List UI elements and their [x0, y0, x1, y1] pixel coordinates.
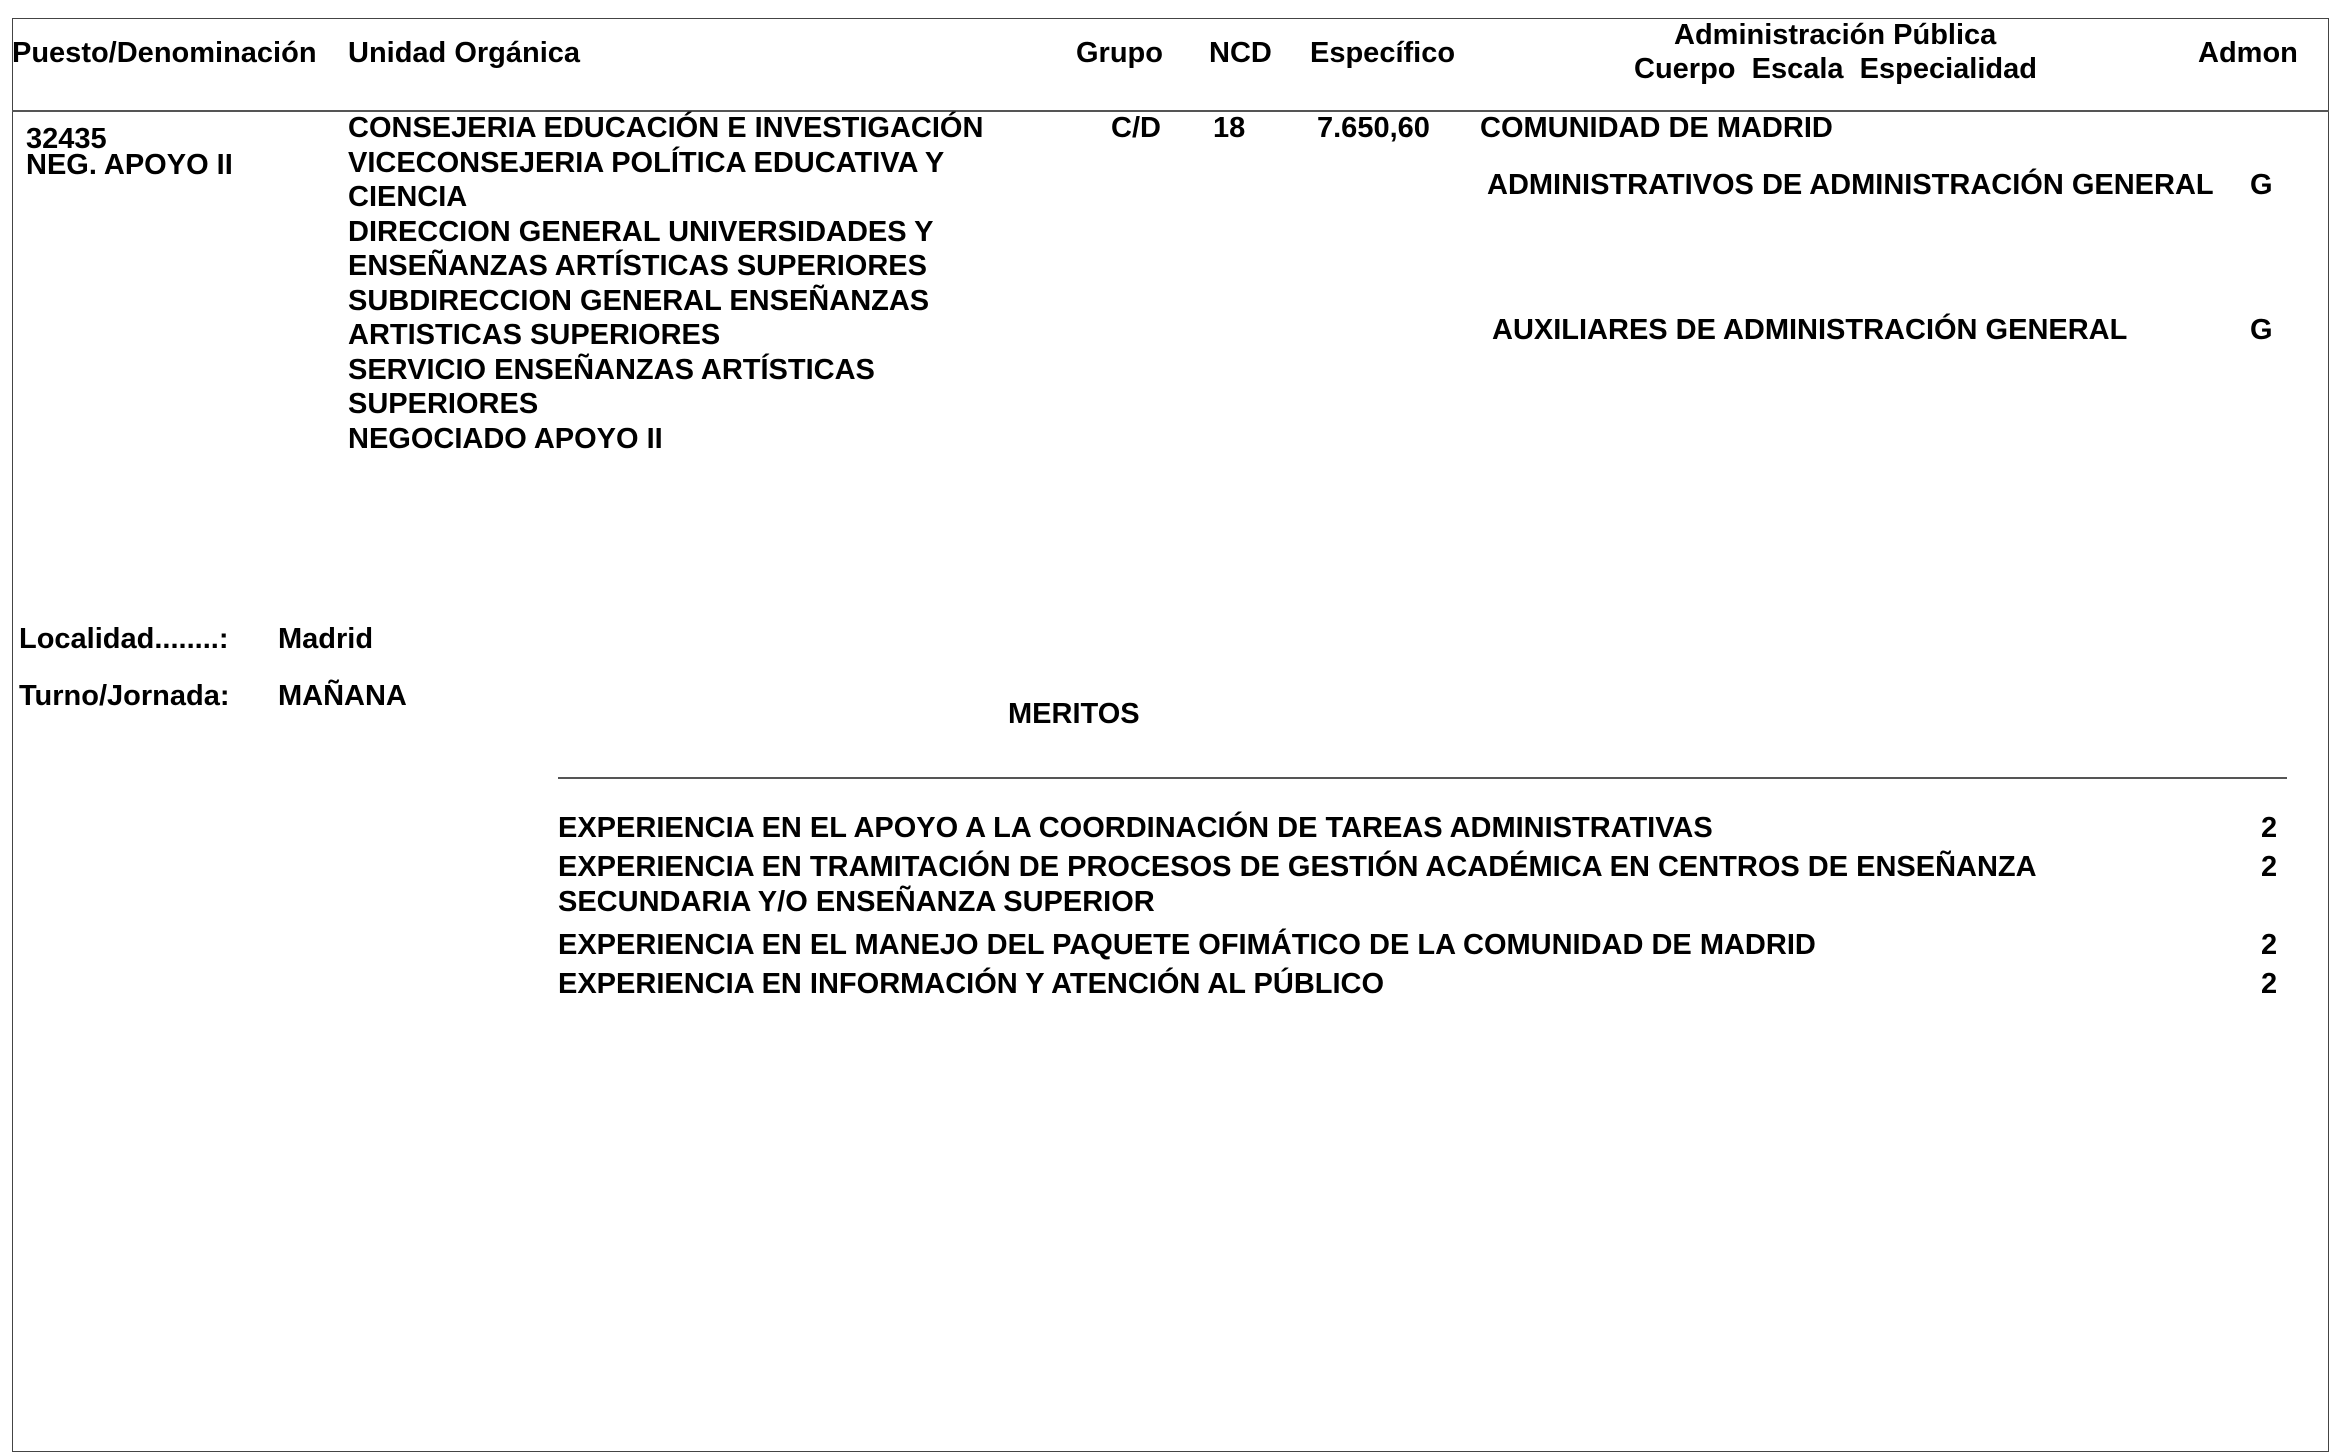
merito-score: 2 — [2261, 968, 2278, 1000]
unidad-line: SERVICIO ENSEÑANZAS ARTÍSTICAS — [348, 353, 875, 386]
merito-text: SECUNDARIA Y/O ENSEÑANZA SUPERIOR — [558, 886, 1155, 918]
unidad-line: ARTISTICAS SUPERIORES — [348, 319, 721, 351]
header-grupo: Grupo — [1076, 37, 1163, 69]
unidad-line: SUPERIORES — [348, 388, 539, 420]
unidad-line: CIENCIA — [348, 181, 468, 213]
meritos-title: MERITOS — [1008, 698, 1140, 730]
header-unidad: Unidad Orgánica — [348, 37, 581, 69]
merito-text: EXPERIENCIA EN TRAMITACIÓN DE PROCESOS DE GESTIÓN ACADÉMICA EN CENTROS DE ENSEÑANZA — [558, 851, 2037, 883]
cuerpo-admon: G — [2250, 169, 2273, 201]
header-ncd: NCD — [1209, 37, 1272, 69]
especifico-value: 7.650,60 — [1317, 112, 1430, 144]
merito-text: EXPERIENCIA EN EL APOYO A LA COORDINACIÓN DE TAREAS ADMINISTRATIVAS — [558, 812, 1713, 844]
header-especifico: Específico — [1310, 37, 1456, 69]
administracion-value: COMUNIDAD DE MADRID — [1480, 112, 1833, 144]
unidad-line: VICECONSEJERIA POLÍTICA EDUCATIVA Y — [348, 146, 945, 179]
unidad-line: DIRECCION GENERAL UNIVERSIDADES Y — [348, 215, 934, 248]
merito-score: 2 — [2261, 929, 2278, 961]
ncd-value: 18 — [1213, 112, 1246, 144]
header-admin-publica: Administración Pública — [1674, 19, 1997, 51]
merito-score: 2 — [2261, 851, 2278, 883]
merito-text: EXPERIENCIA EN INFORMACIÓN Y ATENCIÓN AL PÚBLICO — [558, 968, 1385, 1000]
unidad-line: CONSEJERIA EDUCACIÓN E INVESTIGACIÓN — [348, 112, 984, 144]
merito-score: 2 — [2261, 812, 2278, 844]
puesto-denominacion: NEG. APOYO II — [26, 149, 233, 181]
localidad-value: Madrid — [278, 623, 374, 655]
header-admon: Admon — [2198, 37, 2298, 69]
merito-text: EXPERIENCIA EN EL MANEJO DEL PAQUETE OFIMÁTICO DE LA COMUNIDAD DE MADRID — [558, 929, 1816, 961]
header-puesto: Puesto/Denominación — [12, 37, 317, 69]
turno-value: MAÑANA — [278, 680, 407, 712]
unidad-organica — [348, 111, 983, 456]
meritos-divider — [558, 777, 2287, 779]
header-cuerpo-escala: Cuerpo Escala Especialidad — [1634, 53, 2037, 85]
turno-label: Turno/Jornada: — [19, 680, 230, 712]
grupo-value: C/D — [1111, 112, 1161, 144]
unidad-line: NEGOCIADO APOYO II — [348, 422, 663, 455]
unidad-line: ENSEÑANZAS ARTÍSTICAS SUPERIORES — [348, 250, 927, 282]
localidad-label: Localidad........: — [19, 623, 229, 655]
unidad-line: SUBDIRECCION GENERAL ENSEÑANZAS — [348, 284, 930, 317]
cuerpo-name: AUXILIARES DE ADMINISTRACIÓN GENERAL — [1492, 314, 2128, 346]
cuerpo-admon: G — [2250, 314, 2273, 346]
cuerpo-name: ADMINISTRATIVOS DE ADMINISTRACIÓN GENERAL — [1487, 169, 2214, 201]
puesto-codigo: 32435 — [26, 123, 107, 155]
